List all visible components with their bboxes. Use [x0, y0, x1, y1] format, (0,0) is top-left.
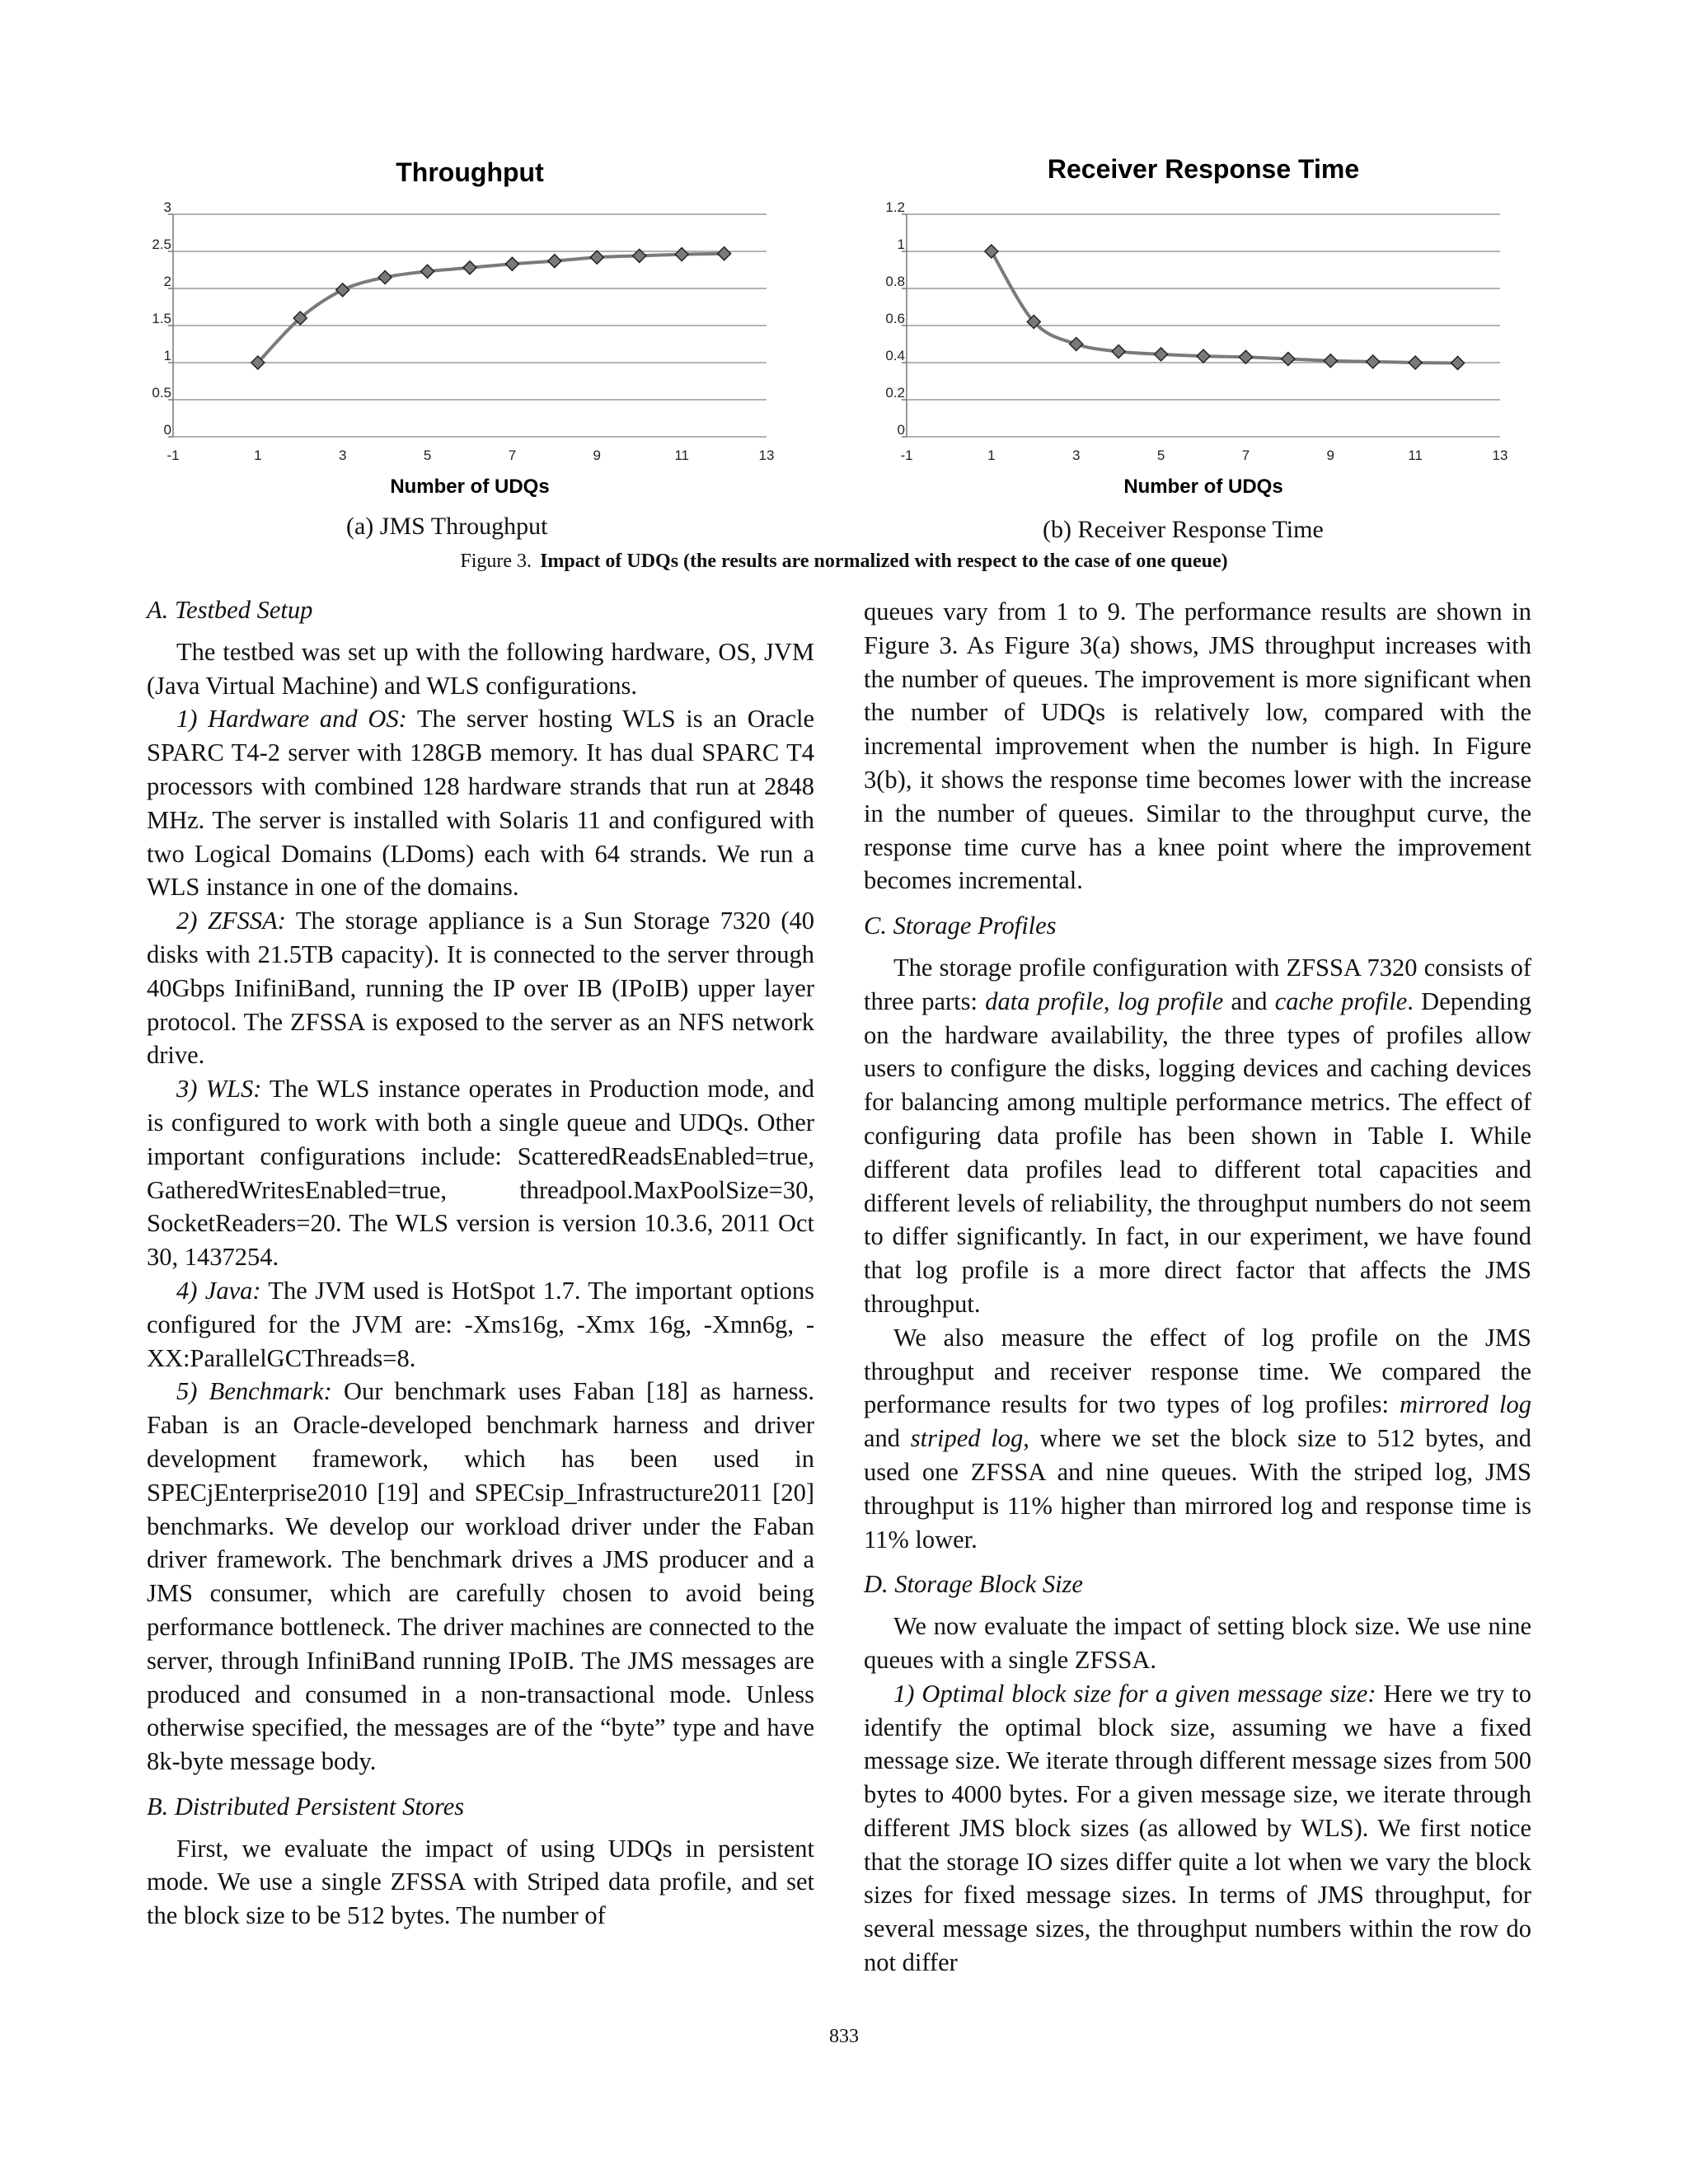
- throughput-chart-svg: [140, 140, 799, 527]
- paragraph-head: 2) ZFSSA:: [176, 907, 286, 935]
- figure-caption: [0, 551, 1688, 573]
- x-tick-label: 9: [1326, 448, 1335, 463]
- emphasis: mirrored log: [1400, 1390, 1531, 1419]
- response-time-chart-svg: [874, 140, 1533, 527]
- data-point: [463, 261, 476, 274]
- chart-title: Throughput: [396, 157, 544, 187]
- paragraph: [147, 1375, 814, 1779]
- data-point: [1324, 354, 1337, 368]
- paragraph: The testbed was set up with the following hardware, OS, JVM (Java Virtual Machine) and WLS configurations.: [147, 637, 814, 700]
- text: The storage profile configuration with ZFSSA 7320 consists of three parts:: [864, 953, 1531, 1015]
- y-tick-label: 2: [163, 274, 171, 289]
- page-number: 833: [829, 2026, 859, 2047]
- y-tick-label: 0: [897, 422, 905, 438]
- emphasis: log profile: [1117, 987, 1224, 1015]
- y-tick-label: 2.5: [152, 237, 171, 252]
- x-tick-label: 1: [254, 448, 262, 463]
- x-tick-label: 3: [1071, 448, 1081, 463]
- series-line: [992, 251, 1458, 363]
- y-tick-label: 0.6: [885, 311, 905, 326]
- data-point: [1239, 350, 1252, 363]
- paragraph-text: Our benchmark uses Faban [18] as harness. Faban is an Oracle-developed benchmark harness and driver development framework, which has been used in SPECjEnterprise2010 [19] and SPECsip_Infrastructure2011 [20] benchmarks. We develop our workload driver under the Faban driver framework. The benchmark drives a JMS producer and a JMS consumer, which are carefully chosen to avoid being performance bottleneck. The driver machines are connected to the server, through InfiniBand running IPoIB. The JMS messages are produced and consumed in a non-transactional mode. Unless otherwise specified, the messages are of the “byte” type and have 8k-byte message body.: [147, 1377, 814, 1776]
- data-point: [421, 265, 434, 278]
- paragraph-head: 4) Java:: [176, 1276, 261, 1305]
- emphasis: striped log: [910, 1424, 1024, 1453]
- x-tick-label: 7: [1241, 448, 1250, 463]
- paragraph-head: 1) Optimal block size for a given message size:: [893, 1679, 1376, 1708]
- paragraph-text: The WLS instance operates in Production mode, and is configured to work with both a single queue and UDQs. Other important configurations include: ScatteredReadsEnabled=true, GatheredWritesEnabled=true, threadpool.MaxPoolSize=30, SocketReaders=20. The WLS version is version 10.3.6, 2011 Oct 30, 1437254.: [147, 1075, 814, 1272]
- y-tick-label: 0: [163, 422, 171, 438]
- paragraph: [864, 1677, 1531, 1980]
- x-tick-label: 11: [674, 448, 689, 463]
- right-column: [864, 595, 1531, 1980]
- emphasis: data profile: [985, 987, 1104, 1015]
- section-heading-block-size: D. Storage Block Size: [864, 1570, 1083, 1599]
- data-point: [1282, 353, 1295, 366]
- paragraph: [147, 1274, 814, 1375]
- paragraph-head: 1) Hardware and OS:: [176, 705, 407, 733]
- x-tick-label: -1: [900, 448, 913, 463]
- y-tick-label: 0.4: [885, 348, 905, 363]
- emphasis: cache profile: [1274, 987, 1408, 1015]
- data-point: [505, 257, 518, 270]
- y-tick-label: 1: [163, 348, 171, 363]
- figure-label: Figure 3.: [460, 551, 532, 572]
- data-point: [548, 255, 561, 268]
- text: and: [864, 1424, 901, 1453]
- paragraph: [864, 951, 1531, 1321]
- data-point: [1070, 338, 1083, 351]
- throughput-chart: [140, 140, 799, 527]
- paragraph-text: The JVM used is HotSpot 1.7. The important options configured for the JVM are: -Xms16g, -Xmx 16g, -Xmn6g, -XX:ParallelGCThreads=8.: [147, 1276, 814, 1372]
- text: We also measure the effect of log profile on the JMS throughput and receiver response time. We compared the performance results for two types of log profiles:: [864, 1323, 1531, 1419]
- data-point: [1197, 349, 1210, 363]
- x-tick-label: 1: [987, 448, 996, 463]
- text: and: [1231, 987, 1268, 1015]
- data-point: [336, 284, 349, 297]
- paragraph: [864, 1321, 1531, 1557]
- x-tick-label: 5: [423, 448, 432, 463]
- text: . Depending on the hardware availability, the three types of profiles allow users to configure the disks, logging devices and caching devices for balancing among multiple performance metrics. The effect of configuring data profile has been shown in Table I. While different data profiles lead to different total capacities and different levels of reliability, the throughput numbers do not seem to differ significantly. In fact, in our experiment, we have found that log profile is a more direct factor that affects the JMS throughput.: [864, 987, 1531, 1318]
- y-tick-label: 3: [163, 199, 171, 215]
- paragraph: First, we evaluate the impact of using UDQs in persistent mode. We use a single ZFSSA with Striped data profile, and set the block size to be 512 bytes. The number of: [147, 1834, 814, 1930]
- section-heading-persistent-stores: B. Distributed Persistent Stores: [147, 1792, 465, 1821]
- data-point: [675, 248, 688, 261]
- x-tick-label: 9: [593, 448, 602, 463]
- data-point: [1367, 355, 1380, 368]
- response-time-chart: [874, 140, 1533, 527]
- data-point: [1451, 356, 1465, 369]
- paragraph: queues vary from 1 to 9. The performance results are shown in Figure 3. As Figure 3(a) shows, JMS throughput increases with the number of queues. The improvement is more significant when the number of UDQs is relatively low, compared with the incremental improvement when the number is high. In Figure 3(b), it shows the response time becomes lower with the increase in the number of queues. Similar to the throughput curve, the response time curve has a knee point where the improvement becomes incremental.: [864, 598, 1531, 895]
- x-tick-label: 3: [338, 448, 347, 463]
- x-tick-label: 13: [758, 448, 775, 463]
- paragraph-head: 3) WLS:: [176, 1075, 262, 1104]
- paragraph-text: Here we try to identify the optimal block size, assuming we have a fixed message size. We iterate through different message sizes from 500 bytes to 4000 bytes. For a given message size, we iterate through different JMS block sizes (as allowed by WLS). We first notice that the storage IO sizes differ quite a lot when we vary the block sizes for fixed message sizes. In terms of JMS throughput, for several message sizes, the throughput numbers within the row do not differ: [864, 1679, 1531, 1977]
- section-heading-testbed: A. Testbed Setup: [147, 596, 313, 624]
- y-tick-label: 1.5: [152, 311, 171, 326]
- left-column: [147, 593, 814, 1933]
- subcaption-a: (a) JMS Throughput: [346, 513, 548, 540]
- data-point: [1112, 345, 1125, 359]
- data-point: [1155, 348, 1168, 361]
- x-tick-label: 5: [1156, 448, 1165, 463]
- text: ,: [1103, 987, 1110, 1015]
- y-tick-label: 0.8: [885, 274, 905, 289]
- text: , where we set the block size to 512 bytes, and used one ZFSSA and nine queues. With the striped log, JMS throughput is 11% higher than mirrored log and response time is 11% lower.: [864, 1424, 1532, 1554]
- paragraph-text: The storage appliance is a Sun Storage 7320 (40 disks with 21.5TB capacity). It is connected to the server through 40Gbps InifiniBand, running the IP over IB (IPoIB) upper layer protocol. The ZFSSA is exposed to the server as an NFS network drive.: [147, 907, 815, 1070]
- series-line: [258, 254, 724, 363]
- y-tick-label: 1.2: [885, 199, 905, 215]
- data-point: [985, 245, 998, 258]
- x-tick-label: 11: [1408, 448, 1423, 463]
- data-point: [1409, 356, 1422, 369]
- paragraph: [147, 702, 814, 904]
- paragraph-text: The server hosting WLS is an Oracle SPARC T4-2 server with 128GB memory. It has dual SPARC T4 processors with combined 128 hardware strands that run at 2848 MHz. The server is installed with Solaris 11 and configured with two Logical Domains (LDoms) each with 64 strands. We run a WLS instance in one of the domains.: [147, 705, 814, 902]
- y-tick-label: 1: [897, 237, 905, 252]
- data-point: [590, 251, 603, 264]
- x-tick-label: -1: [166, 448, 180, 463]
- x-tick-label: 13: [1492, 448, 1508, 463]
- x-tick-label: 7: [508, 448, 517, 463]
- y-tick-label: 0.5: [152, 385, 171, 401]
- paragraph: [147, 1072, 814, 1274]
- x-axis-label: Number of UDQs: [1123, 476, 1283, 498]
- figure-caption-text: Impact of UDQs (the results are normalized with respect to the case of one queue): [540, 551, 1228, 572]
- paragraph-head: 5) Benchmark:: [176, 1377, 332, 1406]
- data-point: [378, 271, 392, 284]
- y-tick-label: 0.2: [885, 385, 905, 401]
- data-point: [718, 247, 731, 260]
- paragraph: [147, 904, 814, 1072]
- chart-title: Receiver Response Time: [1047, 154, 1360, 184]
- section-heading-storage-profiles: C. Storage Profiles: [864, 912, 1057, 940]
- subcaption-b: (b) Receiver Response Time: [1043, 516, 1324, 543]
- paragraph: We now evaluate the impact of setting block size. We use nine queues with a single ZFSSA.: [864, 1612, 1531, 1674]
- x-axis-label: Number of UDQs: [390, 476, 550, 498]
